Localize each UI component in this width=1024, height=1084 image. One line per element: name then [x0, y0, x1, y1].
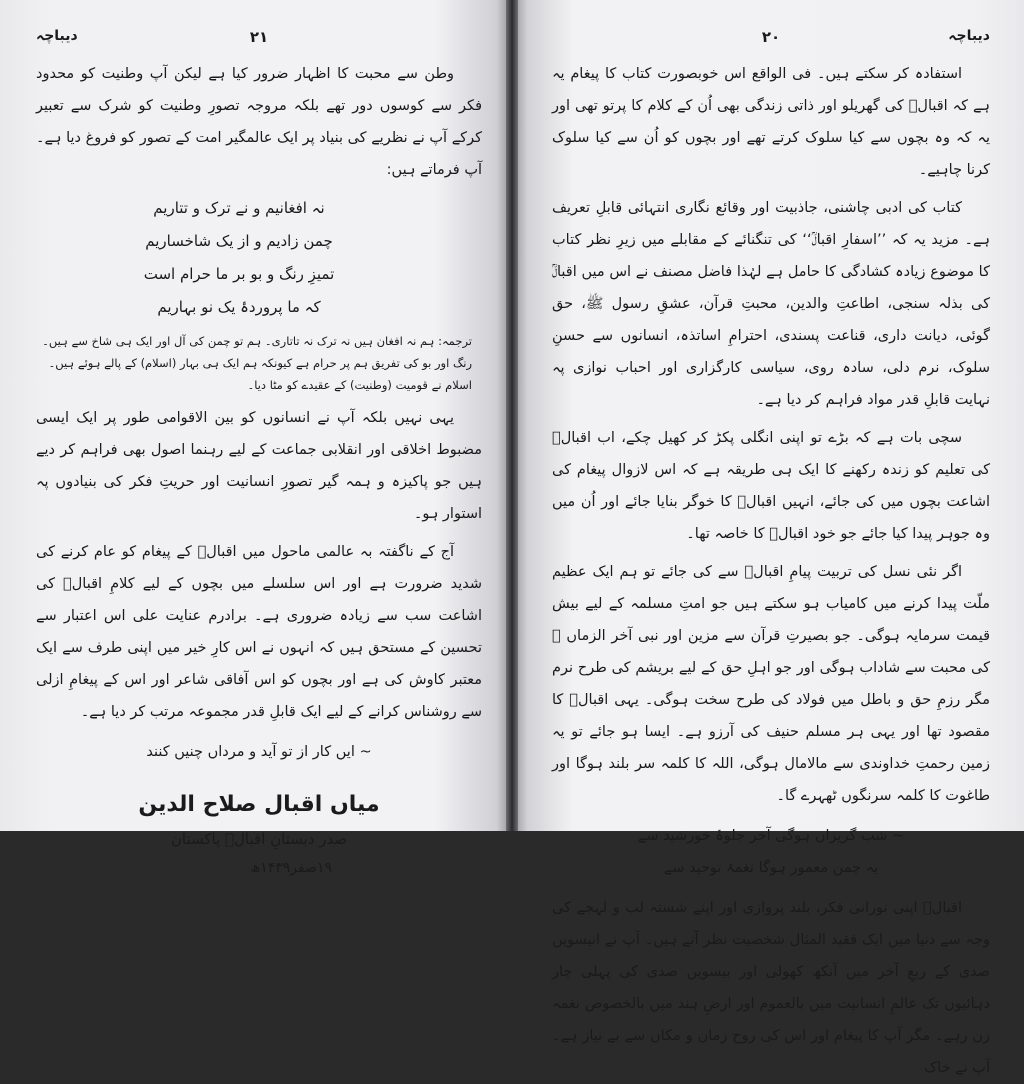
left-paragraph: وطن سے محبت کا اظہار ضرور کیا ہے لیکن آپ وطنیت کو محدود فکر سے کوسوں دور تھے بلکہ مروجہ تصورِ وطنیت کو شرک سے تعبیر کرکے آپ نے نظریے کی بنیاد پر ایک عالمگیر امت کے تصور کو فروغ دیا ہے۔ آپ فرماتے ہیں:: [35, 66, 482, 178]
signatory-title: صدر دبستانِ اقبالؒ پاکستان: [170, 830, 348, 848]
right-paragraph: اقبالؒ اپنی نورانی فکر، بلند پروازی اور اپنے شستہ لب و لہجے کی وجہ سے دنیا میں ایک فقید المثال شخصیت نظر آتے ہیں۔ آپ نے انیسویں صدی کے ربعِ آخر میں آنکھ کھولی اور بیسویں صدی کی پہلی چار دہائیوں تک عالمِ انسانیت میں بالعموم اور ارضِ ہند میں بالخصوص نغمہ زن رہے۔ مگر آپ کا پیغام اور اس کی روح زمان و مکاں سے بے نیاز ہے۔ آپ نے خاک: [552, 900, 990, 1076]
poem-line: کہ ما پروردۂ یک نو بہاریم: [157, 298, 321, 316]
translation-line: ترجمہ: ہم نہ افغان ہیں نہ ترک نہ تاتاری۔ ہم تو چمن کی آل اور ایک ہی شاخ سے ہیں۔: [42, 334, 472, 348]
poem-line: چمن زادیم و از یک شاخساریم: [145, 232, 333, 250]
right-page: [512, 0, 1024, 1076]
couplet-line: ~ شب گریزاں ہوگی آخر جلوۂ خورشید سے: [637, 828, 905, 844]
right-running-head: [552, 18, 990, 58]
translation-line: اسلام نے قومیت (وطنیت) کے عقیدے کو مٹا دیا۔: [247, 378, 472, 392]
signature-date: ۱۹صفر۱۴۳۹ھ: [250, 860, 332, 876]
signature-block: [36, 786, 482, 882]
left-body-continued: [36, 402, 482, 728]
urdu-couplet: [552, 820, 990, 884]
book-gutter: [506, 0, 518, 831]
right-page-number: ۲۰: [761, 28, 781, 46]
poem-line: تمیزِ رنگ و بو بر ما حرام است: [143, 265, 335, 283]
closing-verse: ~ ایں کار از تو آید و مرداں چنیں کنند: [146, 744, 372, 760]
left-running-title: دیباچہ: [36, 28, 78, 44]
signatory-name: میاں اقبال صلاح الدین: [138, 792, 380, 817]
left-paragraph: آج کے ناگفتہ بہ عالمی ماحول میں اقبالؒ کے پیغام کو عام کرنے کی شدید ضرورت ہے اور اس سلسلے میں بچوں کے لیے کلامِ اقبالؒ کی اشاعت سب سے زیادہ ضروری ہے۔ برادرم عنایت علی اس اعتبار سے تحسین کے مستحق ہیں کہ انہوں نے اس کارِ خیر میں اپنی طرف سے ایک معتبر کاوش کی ہے اور بچوں کو اس آفاقی شاعر اور اس کے پیغامِ ازلی سے روشناس کرانے کے لیے ایک قابلِ قدر مجموعہ مرتب کر دیا ہے۔: [36, 544, 482, 720]
poem-line: نہ افغانیم و نے ترک و تتاریم: [153, 199, 325, 217]
right-paragraph: اگر نئی نسل کی تربیت پیامِ اقبالؒ سے کی جائے تو ہم ایک عظیم ملّت پیدا کرنے میں کامیاب ہو سکتے ہیں جو امتِ مسلمہ کے لیے بیش قیمت سرمایہ ہوگی۔ جو بصیرتِ قرآن سے مزین اور نبی آخر الزماں ﷺ کی محبت سے شاداب ہوگی اور جو اہلِ حق کے لیے بریشم کی طرح نرم مگر رزمِ حق و باطل میں فولاد کی طرح سخت ہوگی۔ یہی اقبالؒ کا مقصود تھا اور یہی ہر مسلم حنیف کی آرزو ہے۔ ایسا ہو جائے تو یہ زمین رحمتِ خداوندی سے مالامال ہوگی، اللہ کا کلمہ سر بلند ہوگا اور طاغوت کا کلمہ سرنگوں ٹھہرے گا۔: [552, 564, 990, 804]
right-body: [552, 58, 990, 812]
right-body-continued: [552, 892, 990, 1084]
translation-note: [36, 330, 482, 396]
translation-line: رنگ اور بو کی تفریق ہم پر حرام ہے کیونکہ ہم ایک ہی بہار (اسلام) کے پالے ہوئے ہیں۔: [48, 356, 472, 370]
couplet-line: یہ چمن معمور ہوگا نغمۂ توحید سے: [663, 860, 879, 876]
right-running-title: دیباچہ: [948, 28, 990, 44]
left-page-number: ۲۱: [249, 28, 269, 46]
left-body: [36, 58, 482, 186]
left-running-head: [36, 18, 482, 58]
right-paragraph: استفادہ کر سکتے ہیں۔ فی الواقع اس خوبصورت کتاب کا پیغام یہ ہے کہ اقبالؒ کی گھریلو اور ذاتی زندگی بھی اُن کے کلام کا پرتو تھی اور یہ کہ وہ بچوں سے کیا سلوک کرتے تھے اور بچوں کو اُن سے کیا سلوک کرنا چاہیے۔: [552, 66, 990, 178]
persian-quatrain: [36, 192, 482, 324]
right-paragraph: سچی بات ہے کہ بڑے تو اپنی انگلی پکڑ کر کھیل چکے، اب اقبالؒ کی تعلیم کو زندہ رکھنے کا ایک ہی طریقہ ہے کہ اس لازوال پیغام کی اشاعت بچوں میں کی جائے، انہیں اقبالؒ کا خوگر بنایا جائے اور اُن میں وہ جوہر پیدا کیا جائے جو خود اقبالؒ کا خاصہ تھا۔: [552, 430, 990, 542]
left-paragraph: یہی نہیں بلکہ آپ نے انسانوں کو بین الاقوامی طور پر ایک ایسی مضبوط اخلاقی اور انقلابی جماعت کے لیے رہنما اصول بھی فراہم کر دیے ہیں جو پاکیزہ و ہمہ گیر تصورِ انسانیت اور حریتِ فکر کی بنیادوں پہ استوار ہو۔: [36, 410, 482, 522]
left-page: [0, 0, 512, 876]
right-paragraph: کتاب کی ادبی چاشنی، جاذبیت اور وقائع نگاری انتہائی قابلِ تعریف ہے۔ مزید یہ کہ ’’اسفارِ اقبالؒ‘‘ کی تنگنائے کے مقابلے میں زیرِ نظر کتاب کا موضوع زیادہ کشادگی کا حامل ہے لہٰذا فاضل مصنف نے اس میں اقبالؒ کی بذلہ سنجی، اطاعتِ والدین، محبتِ قرآن، عشقِ رسول ﷺ، حق گوئی، دیانت داری، قناعت پسندی، احترامِ اساتذہ، انسانوں سے حسنِ سلوک، نرم دلی، سادہ روی، سیاسی کارگزاری اور احباب نوازی پہ نہایت قابلِ قدر مواد فراہم کر دیا ہے۔: [552, 200, 990, 408]
